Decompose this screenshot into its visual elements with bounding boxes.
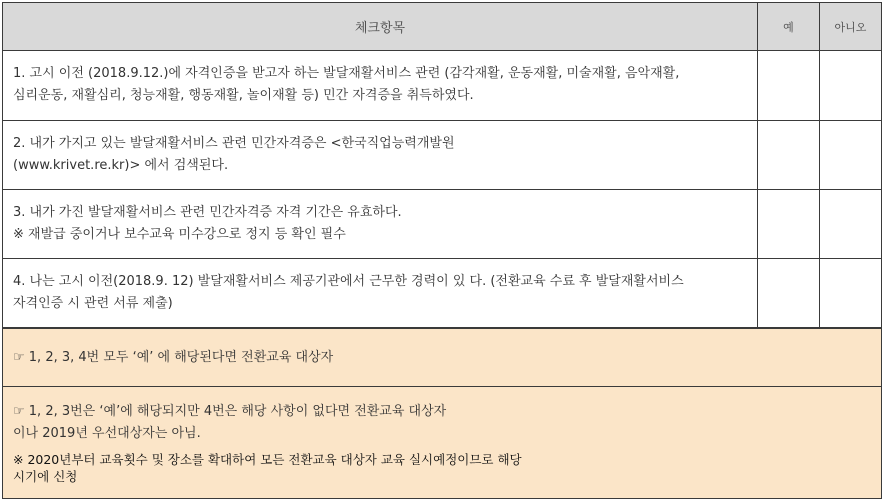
question-4-no-cell[interactable] (820, 259, 881, 327)
question-1-yes-cell[interactable] (758, 51, 820, 120)
question-3-text (3, 190, 758, 258)
question-3-no-cell[interactable] (820, 190, 881, 258)
table-header-row (3, 3, 881, 51)
header-yes (758, 3, 820, 50)
header-yes-label: 예 (783, 20, 794, 34)
question-1-line-2: 심리운동, 재활심리, 청능재활, 행동재활, 놀이재활 등) 민간 자격증을 취득하였다. (13, 88, 474, 103)
question-row-1 (3, 51, 881, 121)
note-1-line-1: ☞ 1, 2, 3, 4번 모두 ‘예’ 에 해당된다면 전환교육 대상자 (13, 350, 334, 365)
question-2-yes-cell[interactable] (758, 121, 820, 189)
header-no-label: 아니오 (834, 20, 867, 34)
question-row-2 (3, 121, 881, 190)
question-2-no-cell[interactable] (820, 121, 881, 189)
header-check-items (3, 3, 758, 50)
question-2-line-2: (www.krivet.re.kr)> 에서 검색된다. (13, 158, 229, 173)
note-row-2 (3, 387, 881, 498)
note-1-text (13, 347, 333, 369)
note-2-subnote (13, 451, 522, 485)
checklist-table (2, 2, 882, 499)
question-4-line-2: 자격인증 시 관련 서류 제출) (13, 296, 173, 311)
header-no (820, 3, 881, 50)
question-4-yes-cell[interactable] (758, 259, 820, 327)
question-4-line-1: 4. 나는 고시 이전(2018.9. 12) 발달재활서비스 제공기관에서 근무한 경력이 있 다. (전환교육 수료 후 발달재활서비스 (13, 274, 684, 289)
question-4-text (3, 259, 758, 327)
note-2-text (13, 401, 446, 445)
question-1-text (3, 51, 758, 120)
header-check-items-label: 체크항목 (354, 21, 406, 36)
question-2-line-1: 2. 내가 가지고 있는 발달재활서비스 관련 민간자격증은 <한국직업능력개발원 (13, 136, 455, 151)
question-2-text (3, 121, 758, 189)
note-row-1 (3, 329, 881, 387)
note-2-subnote-line-1: ※ 2020년부터 교육횟수 및 장소를 확대하여 모든 전환교육 대상자 교육 실시예정이므로 해당 (13, 452, 522, 467)
question-3-yes-cell[interactable] (758, 190, 820, 258)
note-2-line-2: 이나 2019년 우선대상자는 아님. (13, 426, 201, 441)
question-1-no-cell[interactable] (820, 51, 881, 120)
question-row-3 (3, 190, 881, 259)
question-3-line-1: 3. 내가 가진 발달재활서비스 관련 민간자격증 자격 기간은 유효하다. (13, 205, 402, 220)
question-row-4 (3, 259, 881, 329)
question-1-line-1: 1. 고시 이전 (2018.9.12.)에 자격인증을 받고자 하는 발달재활서비스 관련 (감각재활, 운동재활, 미술재활, 음악재활, (13, 66, 680, 81)
note-2-subnote-line-2: 시기에 신청 (13, 469, 78, 484)
question-3-line-2: ※ 재발급 중이거나 보수교육 미수강으로 정지 등 확인 필수 (13, 227, 346, 242)
note-2-line-1: ☞ 1, 2, 3번은 ‘예’에 해당되지만 4번은 해당 사항이 없다면 전환교육 대상자 (13, 404, 447, 419)
